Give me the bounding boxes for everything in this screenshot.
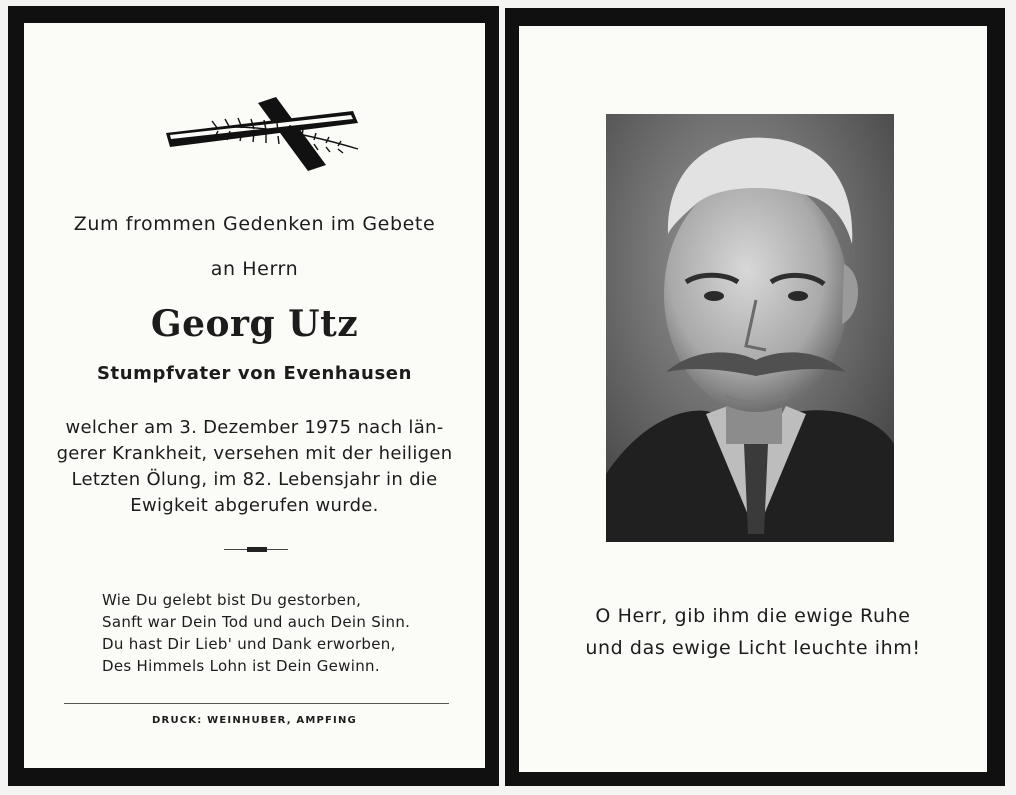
obituary-line: welcher am 3. Dezember 1975 nach län- bbox=[65, 417, 444, 438]
prayer-line: und das ewige Licht leuchte ihm! bbox=[585, 637, 921, 659]
divider-mark bbox=[247, 547, 267, 552]
right-card-paper bbox=[519, 26, 987, 772]
obituary-line: Letzten Ölung, im 82. Lebensjahr in die bbox=[71, 469, 438, 490]
printer-credit: DRUCK: WEINHUBER, AMPFING bbox=[152, 715, 357, 726]
heading: Zum frommen Gedenken im Gebete bbox=[73, 213, 436, 235]
poem bbox=[102, 589, 410, 677]
poem-line: Des Himmels Lohn ist Dein Gewinn. bbox=[102, 657, 380, 675]
poem-line: Wie Du gelebt bist Du gestorben, bbox=[102, 591, 362, 609]
portrait-photo bbox=[606, 114, 894, 542]
obituary-line: gerer Krankheit, versehen mit der heiligen bbox=[56, 443, 453, 464]
deceased-role: Stumpfvater von Evenhausen bbox=[96, 363, 413, 384]
deceased-name: Georg Utz bbox=[150, 303, 359, 345]
memorial-card-right bbox=[505, 8, 1005, 786]
prayer-text bbox=[519, 600, 987, 664]
memorial-card-left bbox=[8, 6, 499, 786]
cross-with-palm-icon bbox=[158, 91, 368, 181]
portrait-illustration bbox=[606, 114, 894, 542]
poem-line: Du hast Dir Lieb' und Dank erworben, bbox=[102, 635, 396, 653]
poem-line: Sanft war Dein Tod und auch Dein Sinn. bbox=[102, 613, 411, 631]
left-card-paper bbox=[24, 23, 485, 768]
prayer-line: O Herr, gib ihm die ewige Ruhe bbox=[595, 605, 911, 627]
bottom-rule bbox=[64, 703, 449, 704]
salutation: an Herrn bbox=[210, 258, 299, 280]
obituary-line: Ewigkeit abgerufen wurde. bbox=[130, 495, 379, 516]
obituary-text bbox=[24, 415, 485, 519]
